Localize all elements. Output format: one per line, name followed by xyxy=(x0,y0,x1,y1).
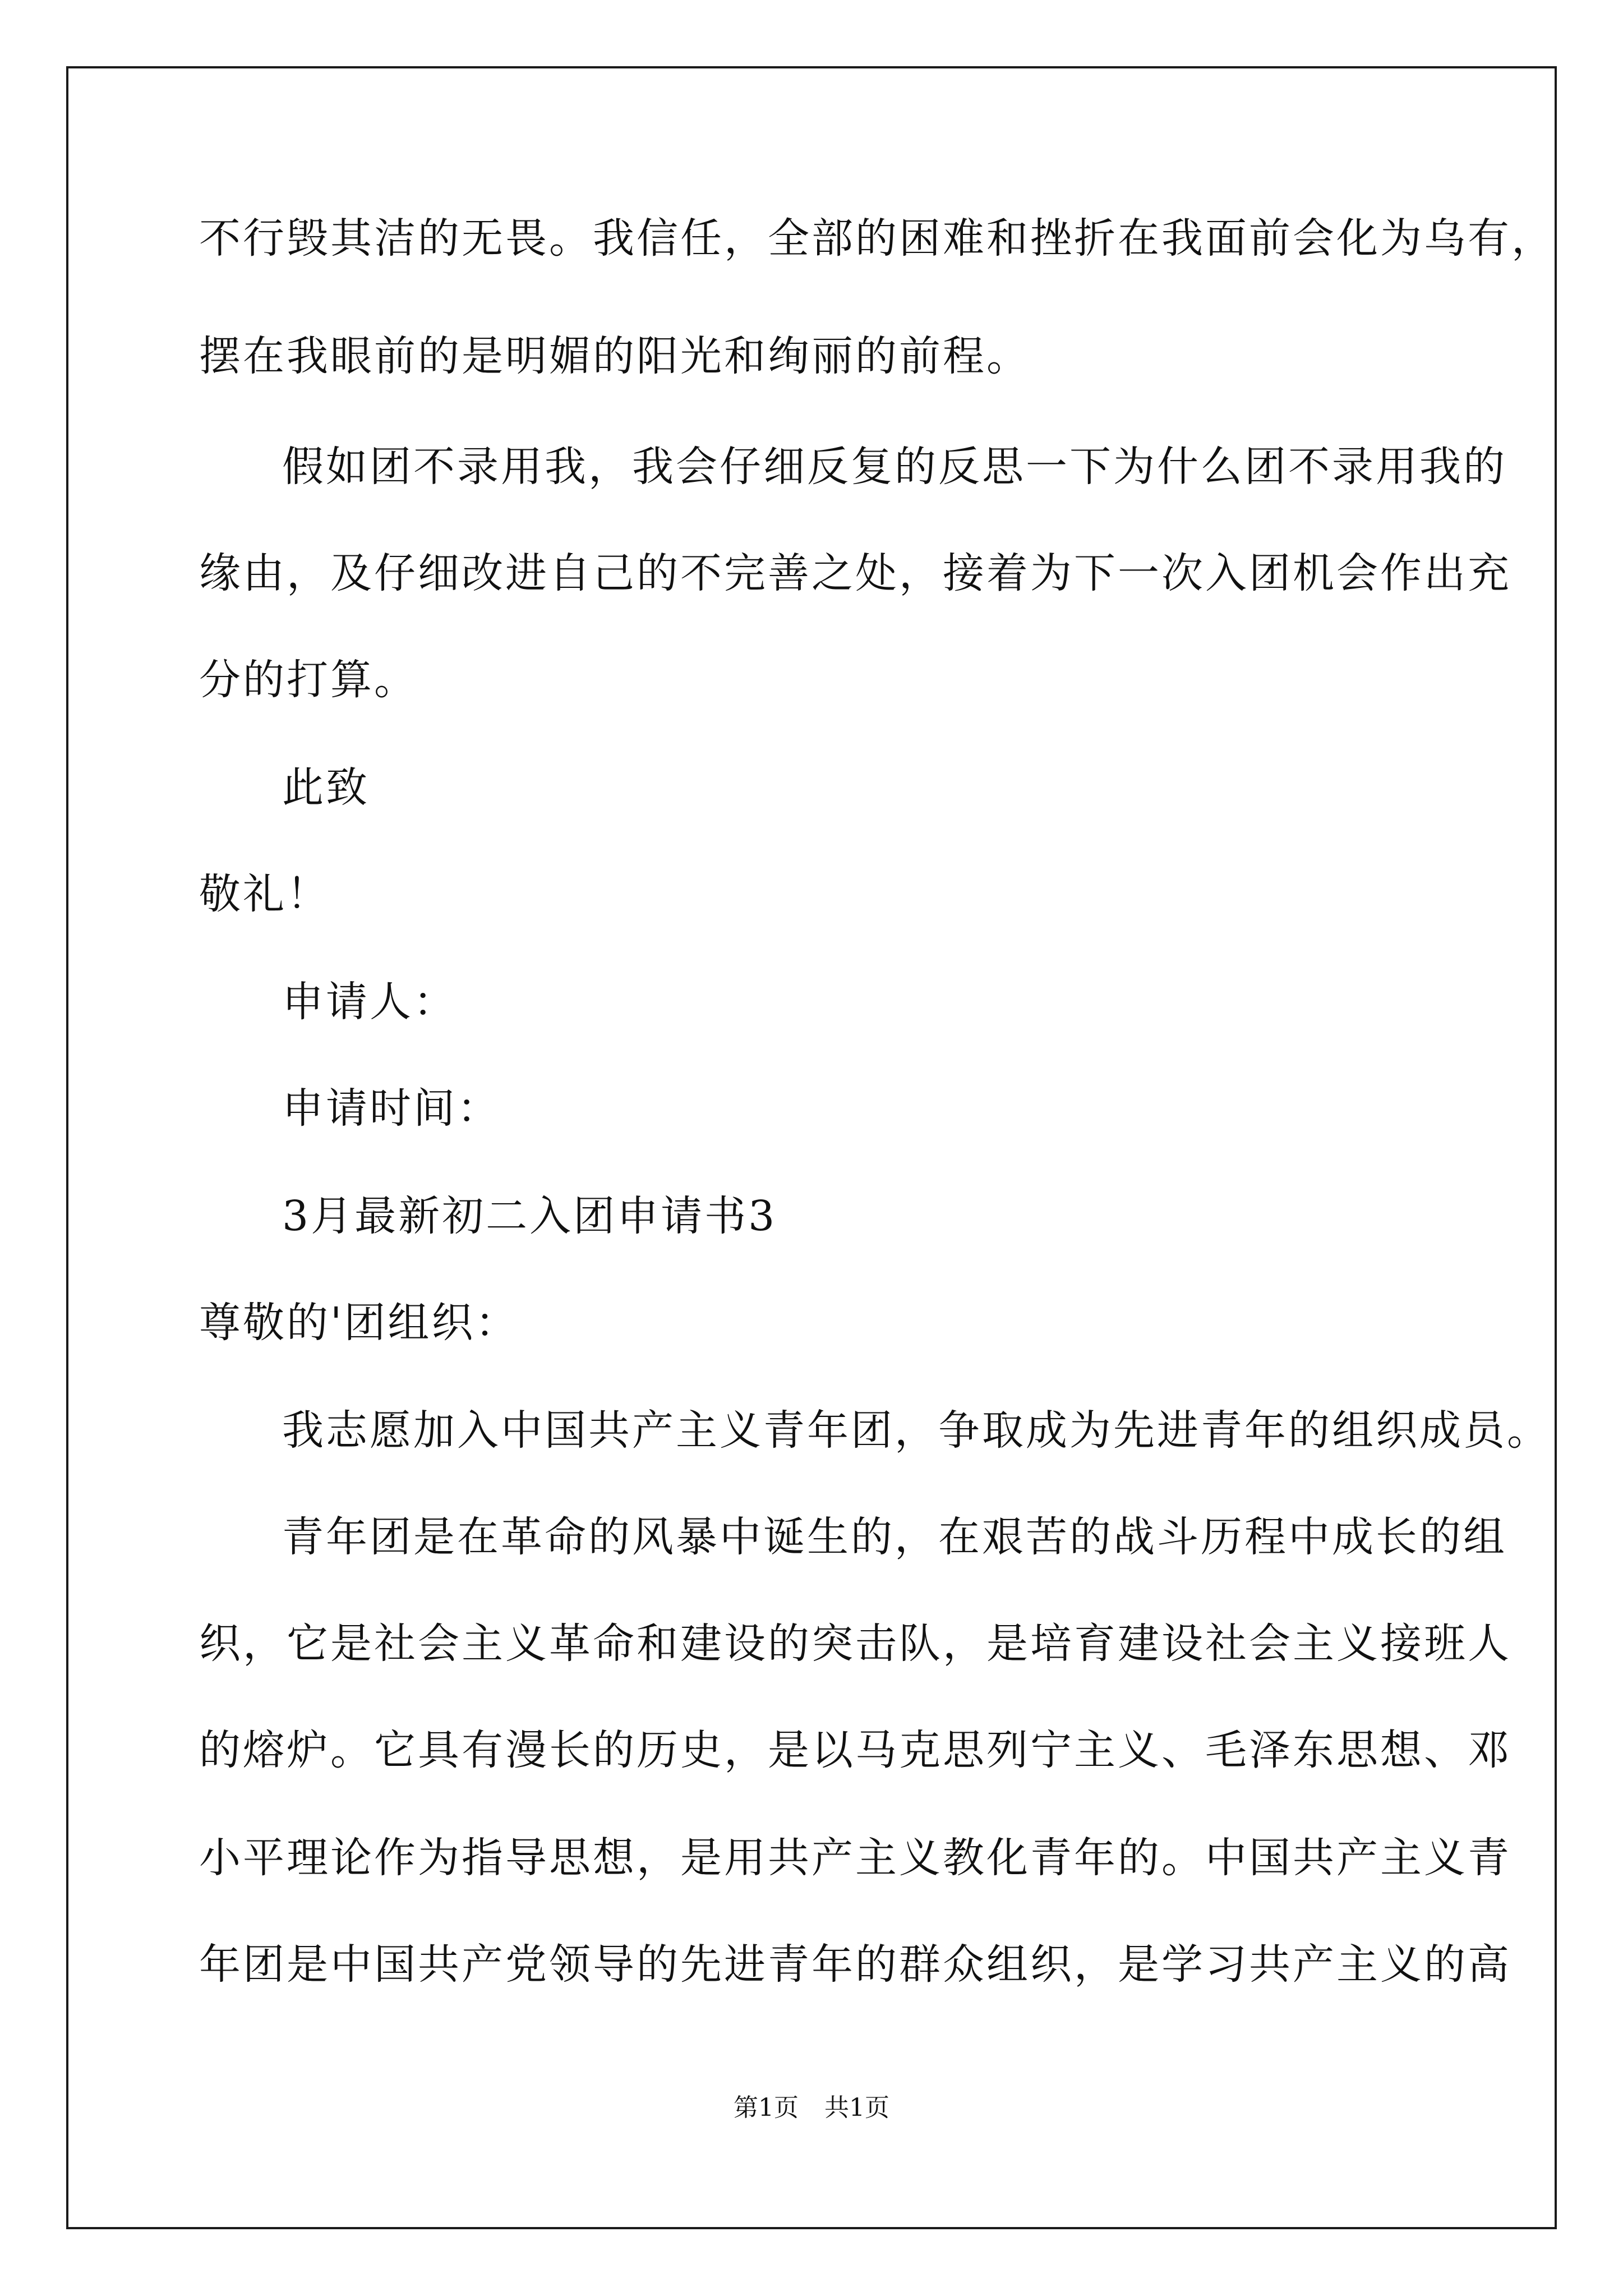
greeting: 尊敬的'团组织： xyxy=(199,1299,519,1347)
page-border xyxy=(66,66,1557,2229)
closing-salutation: 此致 xyxy=(282,763,370,812)
application-date-label: 申请时间： xyxy=(282,1084,501,1133)
closing-respect: 敬礼！ xyxy=(199,870,330,918)
body-line-10: 小平理论作为指导思想，是用共产主义教化青年的。中国共产主义青 xyxy=(199,1834,1511,1882)
body-line-1: 不行毁其洁的无畏。我信任，全部的困难和挫折在我面前会化为乌有， xyxy=(199,214,1555,263)
section-title: 3月最新初二入团申请书3 xyxy=(282,1192,777,1240)
body-line-6: 我志愿加入中国共产主义青年团，争取成为先进青年的组织成员。 xyxy=(282,1406,1551,1455)
page-footer xyxy=(0,2091,1623,2125)
body-line-2: 摆在我眼前的是明媚的阳光和绚丽的前程。 xyxy=(199,332,1030,380)
body-line-8: 织，它是社会主义革命和建设的突击队，是培育建设社会主义接班人 xyxy=(199,1619,1511,1668)
body-line-4: 缘由，及仔细改进自己的不完善之处，接着为下一次入团机会作出充 xyxy=(199,549,1511,597)
body-line-7: 青年团是在革命的风暴中诞生的，在艰苦的战斗历程中成长的组 xyxy=(282,1513,1507,1561)
applicant-label: 申请人： xyxy=(282,978,457,1026)
body-line-9: 的熔炉。它具有漫长的历史，是以马克思列宁主义、毛泽东思想、邓 xyxy=(199,1726,1511,1774)
total-pages-indicator: 共1页 xyxy=(824,2093,889,2122)
body-line-11: 年团是中国共产党领导的先进青年的群众组织，是学习共产主义的高 xyxy=(199,1940,1511,1989)
current-page-indicator: 第1页 xyxy=(734,2093,799,2122)
body-line-3: 假如团不录用我，我会仔细反复的反思一下为什么团不录用我的 xyxy=(282,443,1507,491)
body-line-5: 分的打算。 xyxy=(199,656,418,704)
